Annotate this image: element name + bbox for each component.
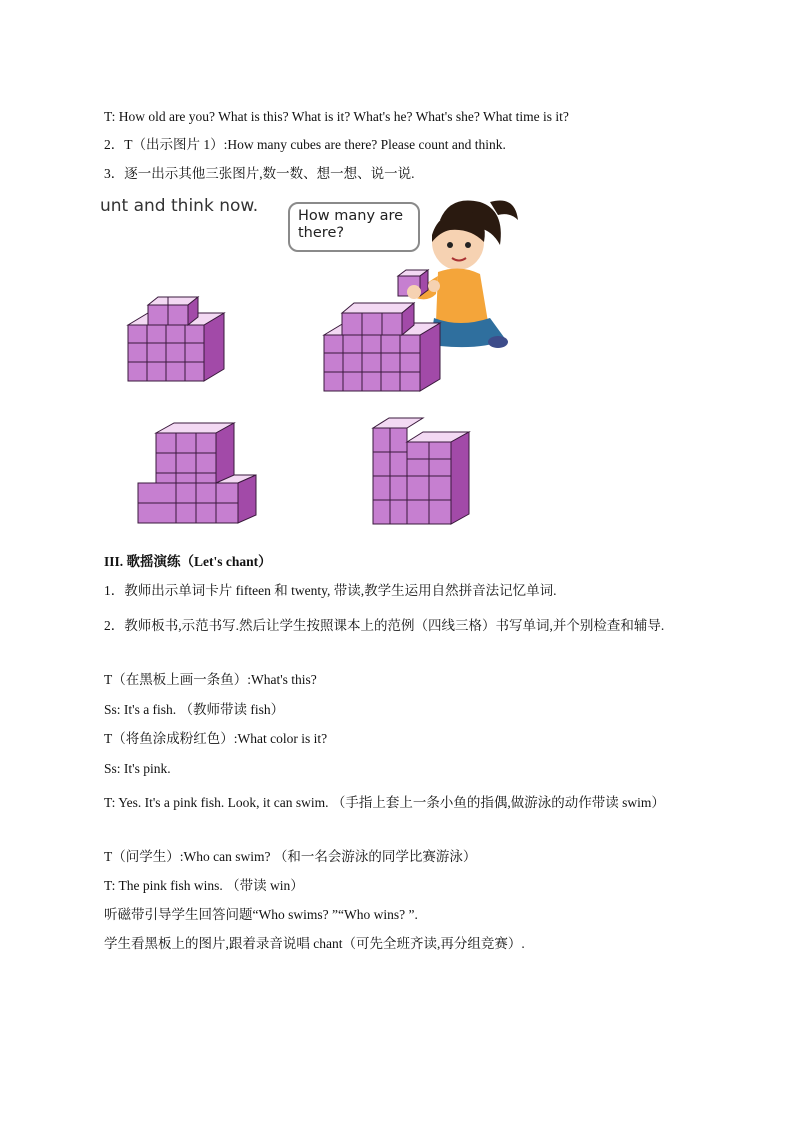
- dialogue-line-9: 学生看黑板上的图片,跟着录音说唱 chant（可先全班齐读,再分组竞赛）.: [104, 936, 525, 951]
- text-line-1: T: How old are you? What is this? What is it? What's he? What's she? What time is it?: [104, 109, 569, 124]
- cube-figure-1: [120, 285, 240, 385]
- dialogue-line-4: Ss: It's pink.: [104, 761, 171, 776]
- dialogue-line-5: T: Yes. It's a pink fish. Look, it can swim. （手指上套上一条小鱼的指偶,做游泳的动作带读 swim）: [104, 795, 665, 810]
- dialogue-line-1: T（在黑板上画一条鱼）:What's this?: [104, 672, 317, 687]
- speech-bubble-text: How many are there?: [298, 208, 404, 241]
- dialogue-line-2: Ss: It's a fish. （教师带读 fish）: [104, 702, 285, 717]
- paragraph-1: 1．教师出示单词卡片 fifteen 和 twenty, 带读,教学生运用自然拼音法记忆单词.: [104, 583, 557, 598]
- text-line-3: 3．逐一出示其他三张图片,数一数、想一想、说一说.: [104, 166, 415, 181]
- dialogue-line-6: T（问学生）:Who can swim? （和一名会游泳的同学比赛游泳）: [104, 849, 477, 864]
- cube-figure-3: [130, 415, 270, 530]
- paragraph-2: 2．教师板书,示范书写.然后让学生按照课本上的范例（四线三格）书写单词,并个别检查和辅导.: [104, 618, 665, 633]
- text-line-2: 2．T（出示图片 1）:How many cubes are there? Please count and think.: [104, 137, 506, 152]
- dialogue-line-8: 听磁带引导学生回答问题“Who swims? ”“Who wins? ”.: [104, 907, 418, 922]
- dialogue-line-7: T: The pink fish wins. （带读 win）: [104, 878, 304, 893]
- cube-figure-4: [365, 412, 485, 532]
- cube-figure-2: [318, 295, 448, 395]
- section-heading: III. 歌摇演练（Let's chant）: [104, 554, 272, 569]
- dialogue-line-3: T（将鱼涂成粉红色）:What color is it?: [104, 731, 328, 746]
- figure-caption: unt and think now.: [100, 196, 259, 216]
